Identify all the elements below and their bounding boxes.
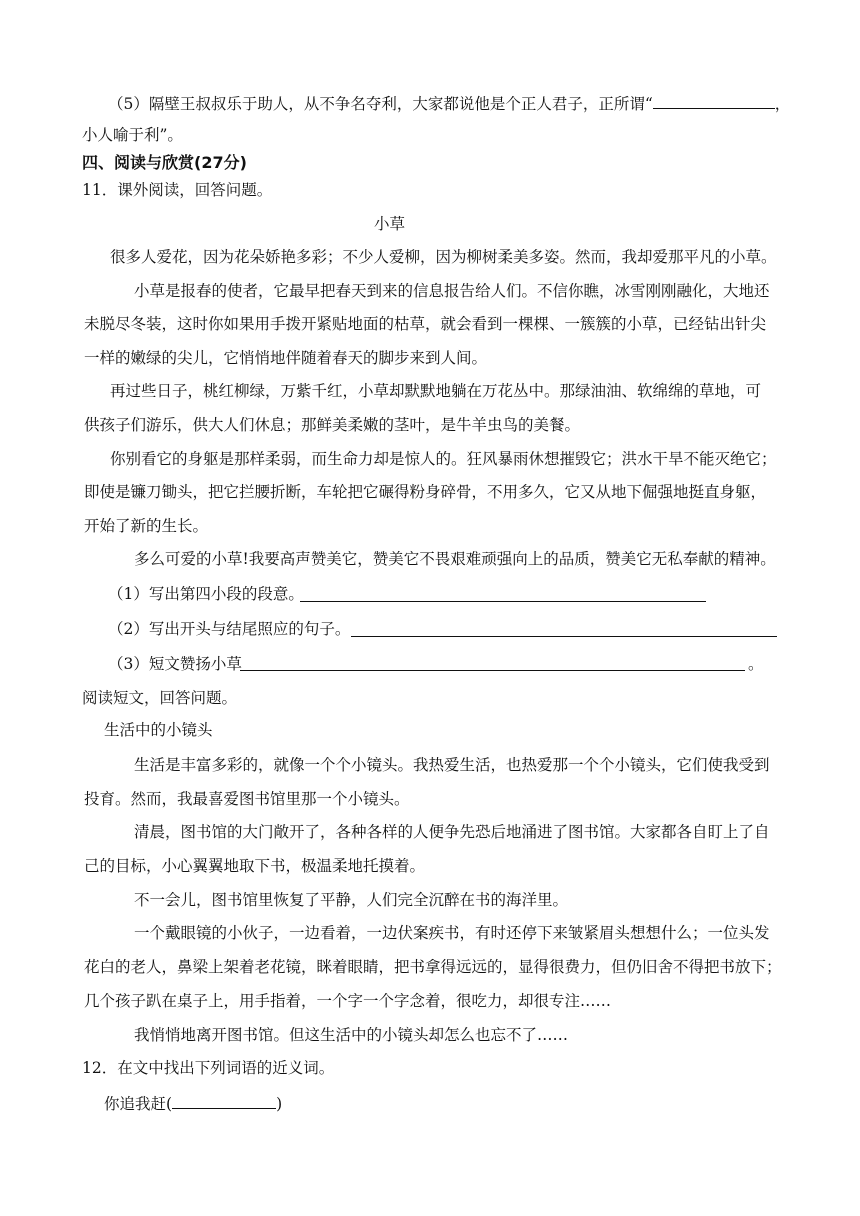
q12-item [104,1092,282,1114]
q5-text: （5）隔壁王叔叔乐于助人，从不争名夺利，大家都说他是个正人君子，正所谓“ [108,95,653,113]
q5-answer-blank[interactable] [653,92,775,109]
passage1-paragraph: 很多人爱花，因为花朵娇艳多彩；不少人爱柳，因为柳树柔美多姿。然而，我却爱那平凡的小草。 [110,248,777,266]
passage1-paragraph: 未脱尽冬装，这时你如果用手拨开紧贴地面的枯草，就会看到一棵棵、一簇簇的小草，已经钻出针尖 [84,315,767,333]
q11-sub2-answer-blank[interactable] [351,636,777,637]
q11-sub1: （1）写出第四小段的段意。 [108,585,304,603]
passage1-paragraph: 一样的嫩绿的尖儿，它悄悄地伴随着春天的脚步来到人间。 [84,349,488,367]
passage1-paragraph: 你别看它的身躯是那样柔弱，而生命力却是惊人的。狂风暴雨休想摧毁它；洪水干旱不能灭绝它； [110,450,777,468]
q11-sub3: （3）短文赞扬小草 [108,655,242,673]
passage1-title: 小草 [374,215,406,233]
passage2-intro: 阅读短文，回答问题。 [82,689,238,707]
q12-stem: 12．在文中找出下列词语的近义词。 [82,1059,335,1077]
passage2-paragraph: 花白的老人，鼻梁上架着老花镜，眯着眼睛，把书拿得远远的，显得很费力，但仍旧舍不得把书放下； [84,958,782,976]
q11-sub2: （2）写出开头与结尾照应的句子。 [108,620,351,638]
q11-sub3-end: 。 [748,655,764,673]
q11-stem: 11．课外阅读，回答问题。 [82,181,273,199]
passage1-paragraph: 即使是镰刀锄头，把它拦腰折断，车轮把它碾得粉身碎骨，不用多久，它又从地下倔强地挺直身躯， [84,483,767,501]
passage2-paragraph: 不一会儿，图书馆里恢复了平静，人们完全沉醉在书的海洋里。 [134,891,569,909]
passage1-paragraph: 供孩子们游乐，供大人们休息；那鲜美柔嫩的茎叶，是牛羊虫鸟的美餐。 [84,416,581,434]
passage1-paragraph: 小草是报春的使者，它最早把春天到来的信息报告给人们。不信你瞧，冰雪刚刚融化，大地还 [134,282,770,300]
q5-comma: ， [774,95,791,113]
q5-line1 [108,92,790,114]
passage1-paragraph: 开始了新的生长。 [84,517,209,535]
q12-item-text: 你追我赶( [104,1095,173,1113]
q12-item-close: ) [276,1095,283,1113]
passage2-paragraph: 几个孩子趴在桌子上，用手指着，一个字一个字念着，很吃力，却很专注…… [84,992,612,1010]
passage2-paragraph: 生活是丰富多彩的，就像一个个小镜头。我热爱生活，也热爱那一个个小镜头，它们使我受到 [134,756,770,774]
q12-answer-blank[interactable] [172,1092,276,1109]
passage1-paragraph: 多么可爱的小草!我要高声赞美它，赞美它不畏艰难顽强向上的品质，赞美它无私奉献的精神。 [134,550,776,568]
section-heading: 四、阅读与欣赏(27分) [82,153,247,172]
passage2-title: 生活中的小镜头 [104,721,213,739]
q5-line2: 小人喻于利”。 [82,126,183,144]
passage2-paragraph: 我悄悄地离开图书馆。但这生活中的小镜头却怎么也忘不了…… [134,1026,569,1044]
passage1-paragraph: 再过些日子，桃红柳绿，万紫千红，小草却默默地躺在万花丛中。那绿油油、软绵绵的草地，可 [110,382,762,400]
passage2-paragraph: 清晨，图书馆的大门敞开了，各种各样的人便争先恐后地涌进了图书馆。大家都各自盯上了自 [134,823,770,841]
passage2-paragraph: 一个戴眼镜的小伙子，一边看着，一边伏案疾书，有时还停下来皱紧眉头想想什么；一位头发 [134,924,770,942]
passage2-paragraph: 投育。然而，我最喜爱图书馆里那一个小镜头。 [84,790,410,808]
q11-sub3-answer-blank[interactable] [240,670,745,671]
q11-sub1-answer-blank[interactable] [300,601,706,602]
passage2-paragraph: 己的目标，小心翼翼地取下书，极温柔地托摸着。 [84,857,426,875]
